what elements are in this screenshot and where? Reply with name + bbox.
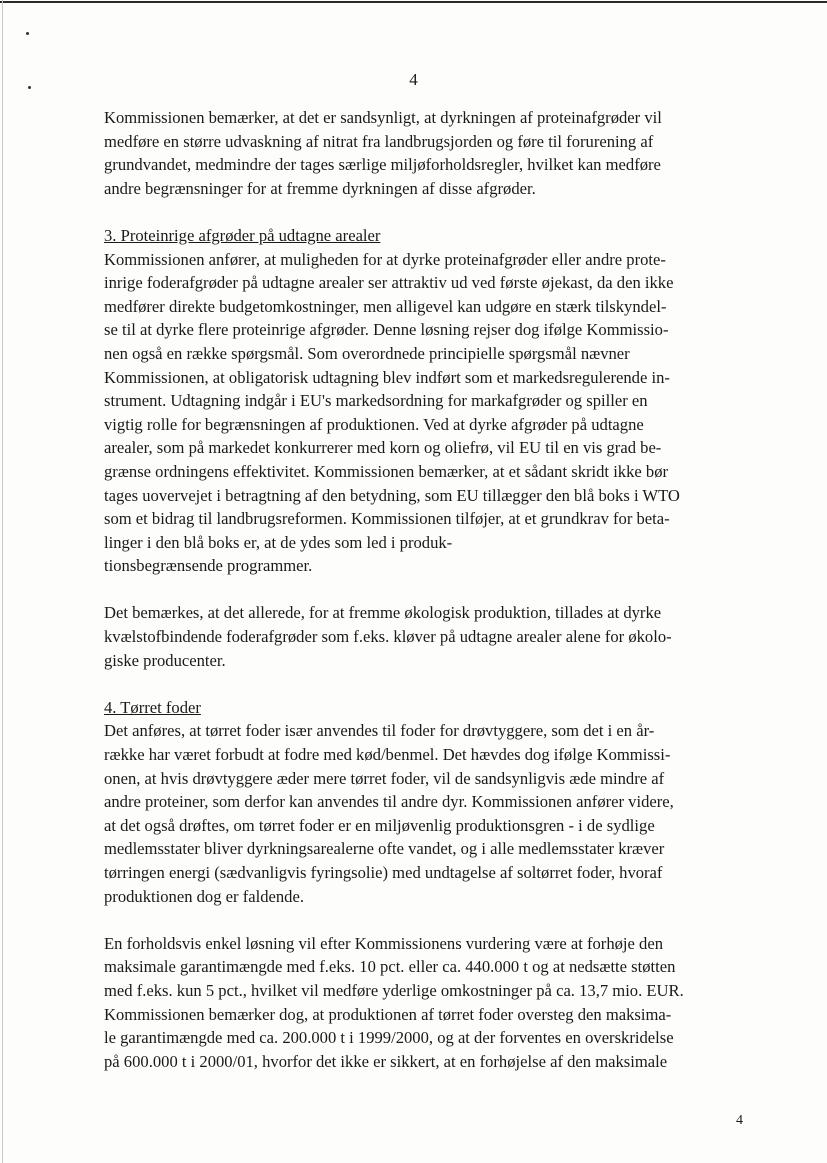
document-body [104,106,744,1073]
text-line: se til at dyrke flere proteinrige afgrøder. Denne løsning rejser dog ifølge Kommissio- [104,320,669,340]
text-line: medfører direkte budgetomkostninger, men alligevel kan udgøre en stærk tilskyndel- [104,296,667,316]
paragraph-gap [104,578,744,602]
text-line: at det også drøftes, om tørret foder er en miljøvenlig produktionsgren - i de sydlige [104,815,655,835]
text-line: Det anføres, at tørret foder især anvendes til foder for drøvtyggere, som det i en år- [104,721,655,741]
text-line: vigtig rolle for begrænsningen af produktionen. Ved at dyrke afgrøder på udtagne [104,414,644,434]
paragraph [104,106,744,200]
section-heading: 3. Proteinrige afgrøder på udtagne arealer [104,225,381,245]
text-line: Kommissionen, at obligatorisk udtagning blev indført som et markedsregulerende in- [104,367,670,387]
text-line: grænse ordningens effektivitet. Kommissionen bemærker, at et sådant skridt ikke bør [104,461,669,481]
top-border-line [0,1,827,3]
text-line: Det bemærkes, at det allerede, for at fremme økologisk produktion, tillades at dyrke [104,603,662,623]
left-scan-edge [2,0,3,1163]
paragraph [104,932,744,1074]
text-line: linger i den blå boks er, at de ydes som led i produk- [104,532,453,552]
text-line: onen, at hvis drøvtyggere æder mere tørret foder, vil de sandsynligvis æde mindre af [104,768,665,788]
section [104,224,744,578]
text-line: tionsbegrænsende programmer. [104,556,313,576]
paragraph [104,601,744,672]
text-line: strument. Udtagning indgår i EU's markedsordning for markafgrøder og spiller en [104,391,648,411]
text-line: andre begrænsninger for at fremme dyrkningen af disse afgrøder. [104,178,536,198]
text-line: Kommissionen anfører, at muligheden for at dyrke proteinafgrøder eller andre prote- [104,249,666,269]
text-line: tørringen energi (sædvanligvis fyringsolie) med undtagelse af soltørret foder, hvoraf [104,863,663,882]
text-line: række har været forbudt at fodre med kød/benmel. Det hævdes dog ifølge Kommissi- [104,745,671,765]
text-line: le garantimængde med ca. 200.000 t i 1999/2000, og at der forventes en overskridelse [104,1028,674,1048]
text-line: tages uovervejet i betragtning af den betydning, som EU tillægger den blå boks i WTO [104,485,680,505]
text-line: nen også en række spørgsmål. Som overordnede principielle spørgsmål nævner [104,343,630,363]
paragraph-gap [104,200,744,224]
text-line: maksimale garantimængde med f.eks. 10 pct. eller ca. 440.000 t og at nedsætte støtten [104,957,676,977]
text-line: giske producenter. [104,650,226,670]
section [104,696,744,908]
text-line: grundvandet, medmindre der tages særlige miljøforholdsregler, hvilket kan medføre [104,155,661,175]
text-line: andre proteiner, som derfor kan anvendes til andre dyr. Kommissionen anfører videre, [104,792,674,812]
paragraph-gap [104,908,744,932]
text-line: medlemsstater bliver dyrkningsarealerne ofte vandet, og i alle medlemsstater kræver [104,839,665,859]
text-line: som et bidrag til landbrugsreformen. Kommissionen tilføjer, at et grundkrav for beta- [104,509,670,529]
text-line: Kommissionen bemærker, at det er sandsynligt, at dyrkningen af proteinafgrøder vil [104,108,662,127]
text-line: inrige foderafgrøder på udtagne arealer ser attraktiv ud ved første øjekast, da den ikke [104,273,674,293]
text-line: arealer, som på markedet konkurrerer med korn og oliefrø, vil EU til en vis grad be- [104,438,662,458]
page-number-top: 4 [409,70,418,89]
text-line: Kommissionen bemærker dog, at produktionen af tørret foder oversteg den maksima- [104,1004,672,1024]
paragraph-gap [104,672,744,696]
text-line: kvælstofbindende foderafgrøder som f.eks. kløver på udtagne arealer alene for økolo- [104,627,672,647]
text-line: medføre en større udvaskning af nitrat fra landbrugsjorden og føre til forurening af [104,131,654,151]
section-heading: 4. Tørret foder [104,697,201,717]
page-number-bottom: 4 [736,1113,743,1128]
text-line: med f.eks. kun 5 pct., hvilket vil medføre yderlige omkostninger på ca. 13,7 mio. EUR. [104,980,684,1000]
scan-speck [26,32,29,35]
text-line: produktionen dog er faldende. [104,886,304,906]
text-line: En forholdsvis enkel løsning vil efter Kommissionens vurdering være at forhøje den [104,933,664,953]
text-line: på 600.000 t i 2000/01, hvorfor det ikke er sikkert, at en forhøjelse af den maksimale [104,1051,668,1071]
